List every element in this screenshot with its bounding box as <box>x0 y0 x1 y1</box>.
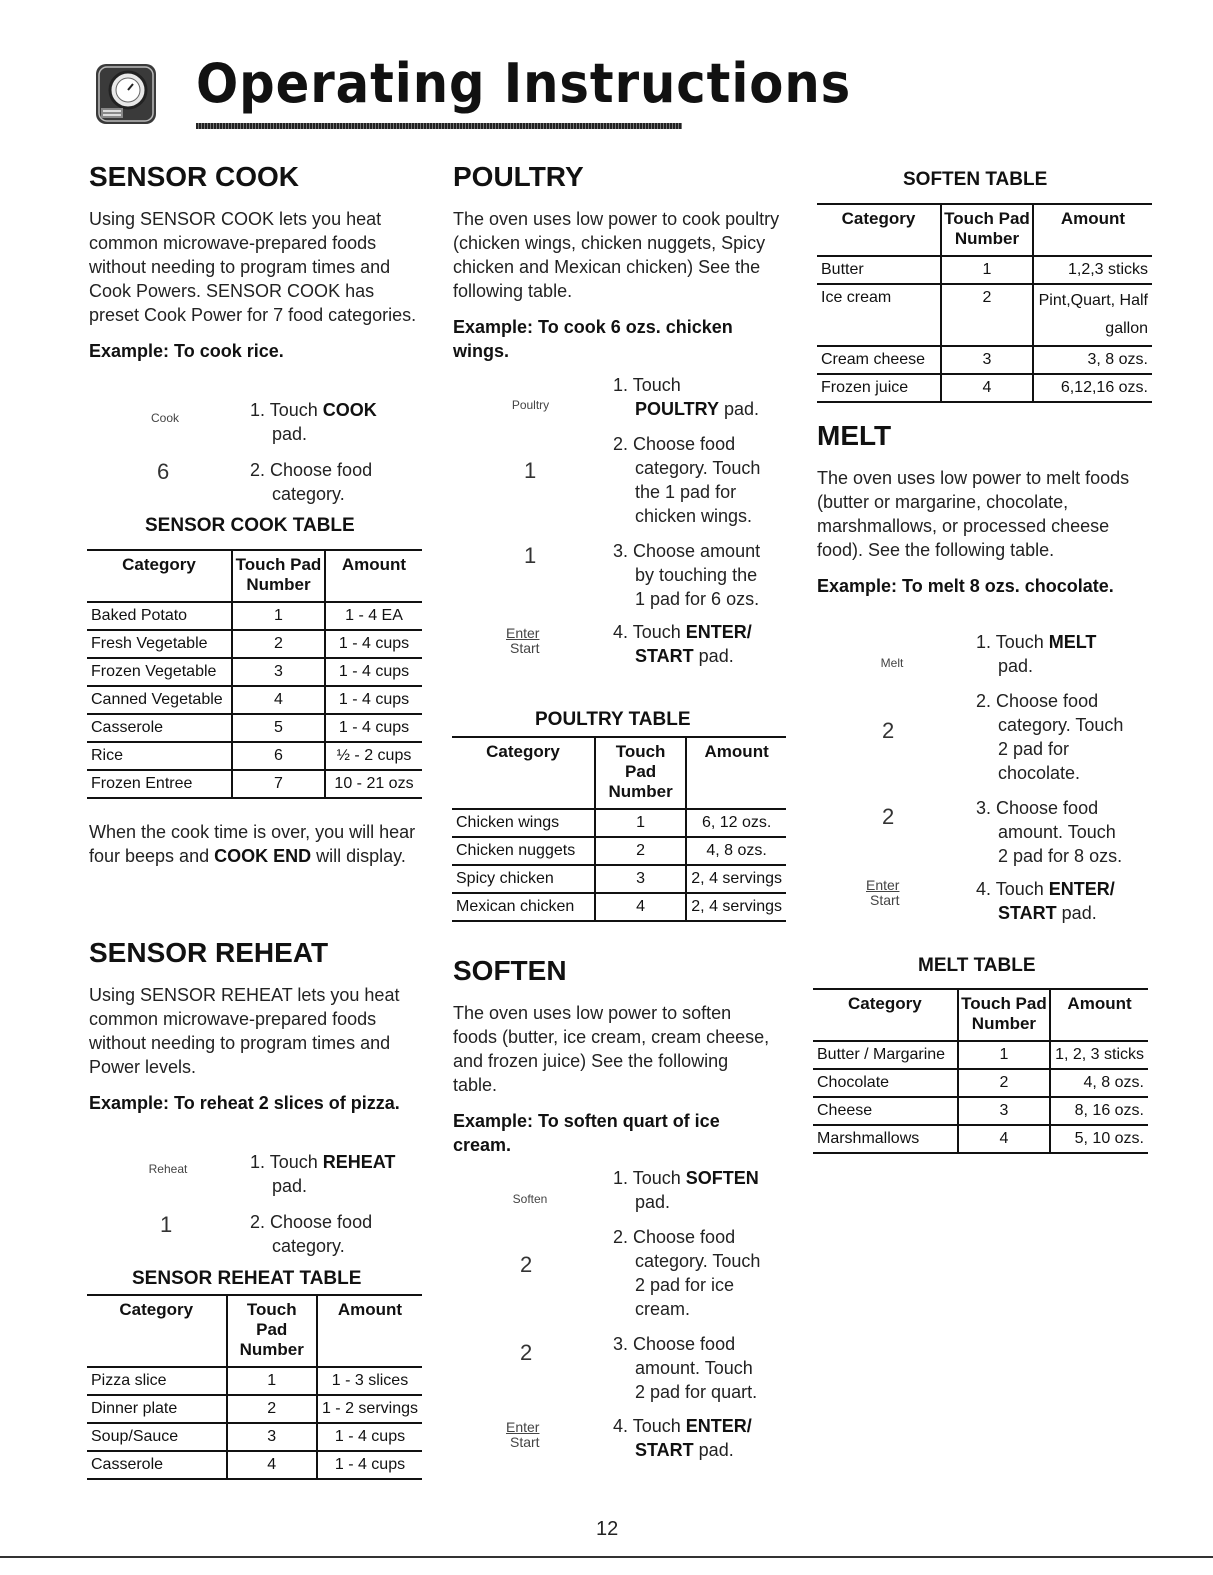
number-pad-2: 2 <box>882 718 895 743</box>
table-cell: 3 <box>941 346 1033 374</box>
table-cell: 4 <box>227 1451 317 1479</box>
soften-example: Example: To soften quart of ice cream. <box>453 1111 720 1155</box>
soften-table-title: SOFTEN TABLE <box>903 169 1048 190</box>
column-header-amount: Amount <box>325 550 422 602</box>
table-cell: 1 <box>227 1367 317 1395</box>
table-cell: Marshmallows <box>813 1125 958 1153</box>
melt-step-3: 3. Choose food amount. Touch 2 pad for 8 ozs. <box>976 798 1123 866</box>
column-header-category: Category <box>813 989 958 1041</box>
sensor-cook-step-1: 1. Touch COOK pad. <box>250 400 377 444</box>
table-cell: 1 <box>232 602 325 630</box>
sensor-reheat-example: Example: To reheat 2 slices of pizza. <box>89 1093 400 1113</box>
poultry-table-title: POULTRY TABLE <box>535 709 691 730</box>
melt-table-title: MELT TABLE <box>918 955 1036 976</box>
table-cell: Dinner plate <box>87 1395 227 1423</box>
table-row <box>87 742 422 770</box>
melt-pad-label: Melt <box>880 656 904 670</box>
table-cell: Fresh Vegetable <box>87 630 232 658</box>
table-cell: 1 - 4 cups <box>317 1423 422 1451</box>
table-row <box>452 893 786 921</box>
poultry-step-2: 2. Choose food category. Touch the 1 pad for chicken wings. <box>613 434 761 526</box>
poultry-example: Example: To cook 6 ozs. chicken wings. <box>453 317 733 361</box>
melt-heading: MELT <box>817 420 892 451</box>
sensor-cook-closing: When the cook time is over, you will hear four beeps and COOK END will display. <box>89 822 416 866</box>
table-cell: 1 <box>595 809 686 837</box>
reheat-pad-label: Reheat <box>148 1162 188 1176</box>
table-cell: 1 <box>941 256 1033 284</box>
table-row <box>87 1451 422 1479</box>
poultry-step-1: 1. Touch POULTRY pad. <box>613 375 760 419</box>
oven-clock-icon <box>95 60 157 126</box>
poultry-heading: POULTRY <box>453 161 584 192</box>
table-row <box>87 714 422 742</box>
soften-heading: SOFTEN <box>453 955 567 986</box>
table-cell: Chicken wings <box>452 809 595 837</box>
table-cell: ½ - 2 cups <box>325 742 422 770</box>
table-cell: 4 <box>958 1125 1050 1153</box>
column-header-amount: Amount <box>686 737 786 809</box>
table-cell: Pint,Quart, Half gallon <box>1033 284 1152 346</box>
table-cell: Ice cream <box>817 284 941 346</box>
table-cell: 4 <box>941 374 1033 402</box>
table-row <box>813 1069 1148 1097</box>
table-cell: Butter / Margarine <box>813 1041 958 1069</box>
table-row <box>817 374 1152 402</box>
table-cell: Spicy chicken <box>452 865 595 893</box>
melt-intro: The oven uses low power to melt foods (butter or margarine, chocolate, marshmallows, or processed cheese food). See the following table. <box>817 468 1130 560</box>
poultry-table <box>452 736 786 922</box>
soften-step-2: 2. Choose food category. Touch 2 pad for ice cream. <box>613 1227 761 1319</box>
table-row <box>87 1395 422 1423</box>
table-cell: 6,12,16 ozs. <box>1033 374 1152 402</box>
sensor-cook-table-title: SENSOR COOK TABLE <box>145 515 355 536</box>
sensor-reheat-table <box>87 1294 422 1480</box>
table-cell: Casserole <box>87 714 232 742</box>
column-header-touch-pad: Touch Pad Number <box>227 1295 317 1367</box>
column-header-touch-pad: Touch Pad Number <box>941 204 1033 256</box>
sensor-cook-table <box>87 549 422 799</box>
table-cell: 1 - 4 EA <box>325 602 422 630</box>
number-pad-1: 1 <box>524 458 537 483</box>
table-cell: Cream cheese <box>817 346 941 374</box>
table-cell: 1 - 4 cups <box>317 1451 422 1479</box>
table-cell: Rice <box>87 742 232 770</box>
table-row <box>452 865 786 893</box>
table-cell: 4 <box>232 686 325 714</box>
table-row <box>452 837 786 865</box>
table-cell: Baked Potato <box>87 602 232 630</box>
column-header-amount: Amount <box>1050 989 1148 1041</box>
table-row <box>817 346 1152 374</box>
table-cell: 1 - 4 cups <box>325 630 422 658</box>
table-cell: 2, 4 servings <box>686 893 786 921</box>
melt-step-1: 1. Touch MELT pad. <box>976 632 1097 676</box>
table-cell: 8, 16 ozs. <box>1050 1097 1148 1125</box>
soften-step-4: 4. Touch ENTER/ START pad. <box>613 1416 752 1460</box>
sensor-reheat-step-2: 2. Choose food category. <box>250 1212 373 1256</box>
sensor-reheat-table-title: SENSOR REHEAT TABLE <box>132 1268 362 1289</box>
table-cell: 1 - 4 cups <box>325 714 422 742</box>
soften-step-3: 3. Choose food amount. Touch 2 pad for quart. <box>613 1334 758 1402</box>
number-pad-2: 2 <box>520 1340 533 1365</box>
enter-start-pad-label: Enter Start <box>866 877 900 908</box>
sensor-reheat-heading: SENSOR REHEAT <box>89 937 329 968</box>
sensor-cook-example: Example: To cook rice. <box>89 341 284 361</box>
enter-start-pad-label: Enter Start <box>506 625 540 656</box>
table-cell: 5, 10 ozs. <box>1050 1125 1148 1153</box>
soften-step-1: 1. Touch SOFTEN pad. <box>613 1168 759 1212</box>
column-header-touch-pad: Touch Pad Number <box>232 550 325 602</box>
table-cell: 2 <box>227 1395 317 1423</box>
poultry-intro: The oven uses low power to cook poultry (chicken wings, chicken nuggets, Spicy chicken and Mexican chicken) See the following table. <box>453 209 780 301</box>
table-cell: Frozen Entree <box>87 770 232 798</box>
table-cell: 4 <box>595 893 686 921</box>
table-cell: 2 <box>232 630 325 658</box>
melt-section <box>817 420 1152 598</box>
column-header-category: Category <box>87 1295 227 1367</box>
table-cell: 1, 2, 3 sticks <box>1050 1041 1148 1069</box>
table-row <box>817 284 1152 346</box>
table-cell: Chocolate <box>813 1069 958 1097</box>
table-cell: 1 <box>958 1041 1050 1069</box>
number-pad-1: 1 <box>160 1212 173 1237</box>
sensor-cook-step-2: 2. Choose food category. <box>250 460 373 504</box>
table-cell: 2 <box>595 837 686 865</box>
table-cell: Frozen Vegetable <box>87 658 232 686</box>
sensor-cook-section <box>89 161 424 363</box>
sensor-reheat-intro: Using SENSOR REHEAT lets you heat common microwave-prepared foods without needing to program times and Power levels. <box>89 985 400 1077</box>
table-cell: 5 <box>232 714 325 742</box>
soften-intro: The oven uses low power to soften foods (butter, ice cream, cream cheese, and frozen juice) See the following table. <box>453 1003 770 1095</box>
table-row <box>452 809 786 837</box>
table-cell: Soup/Sauce <box>87 1423 227 1451</box>
number-pad-1: 1 <box>524 543 537 568</box>
table-cell: 7 <box>232 770 325 798</box>
column-header-touch-pad: Touch Pad Number <box>958 989 1050 1041</box>
page-title: Operating Instructions <box>196 52 852 115</box>
table-cell: Casserole <box>87 1451 227 1479</box>
table-cell: 1 - 4 cups <box>325 686 422 714</box>
table-cell: 3 <box>595 865 686 893</box>
table-cell: 3 <box>958 1097 1050 1125</box>
table-cell: Canned Vegetable <box>87 686 232 714</box>
table-row <box>817 256 1152 284</box>
sensor-cook-intro: Using SENSOR COOK lets you heat common microwave-prepared foods without needing to program times and Cook Powers. SENSOR COOK has preset Cook Power for 7 food categories. <box>89 209 417 325</box>
table-row <box>87 1367 422 1395</box>
soften-table <box>817 203 1152 403</box>
table-cell: 1 - 4 cups <box>325 658 422 686</box>
poultry-step-3: 3. Choose amount by touching the 1 pad for 6 ozs. <box>613 541 761 609</box>
column-header-amount: Amount <box>317 1295 422 1367</box>
page-bottom-rule <box>0 1556 1213 1558</box>
table-row <box>87 658 422 686</box>
sensor-reheat-step-1: 1. Touch REHEAT pad. <box>250 1152 396 1196</box>
sensor-cook-heading: SENSOR COOK <box>89 161 300 192</box>
column-header-category: Category <box>817 204 941 256</box>
table-row <box>87 602 422 630</box>
table-cell: 3, 8 ozs. <box>1033 346 1152 374</box>
column-header-category: Category <box>87 550 232 602</box>
table-cell: 2, 4 servings <box>686 865 786 893</box>
melt-step-2: 2. Choose food category. Touch 2 pad for chocolate. <box>976 691 1124 783</box>
table-cell: 4, 8 ozs. <box>1050 1069 1148 1097</box>
column-header-touch-pad: Touch Pad Number <box>595 737 686 809</box>
soften-section <box>453 955 773 1157</box>
table-row <box>87 770 422 798</box>
melt-table <box>813 988 1148 1154</box>
table-cell: Mexican chicken <box>452 893 595 921</box>
table-cell: 2 <box>941 284 1033 346</box>
melt-step-4: 4. Touch ENTER/ START pad. <box>976 879 1115 923</box>
table-cell: 2 <box>958 1069 1050 1097</box>
soften-pad-label: Soften <box>512 1192 548 1206</box>
melt-example: Example: To melt 8 ozs. chocolate. <box>817 576 1114 596</box>
title-underline <box>196 123 682 129</box>
table-cell: 1 - 3 slices <box>317 1367 422 1395</box>
cook-pad-label: Cook <box>150 411 179 425</box>
table-row <box>813 1041 1148 1069</box>
table-cell: 10 - 21 ozs <box>325 770 422 798</box>
table-cell: 3 <box>227 1423 317 1451</box>
table-cell: Chicken nuggets <box>452 837 595 865</box>
sensor-reheat-section <box>89 937 419 1115</box>
poultry-pad-label: Poultry <box>511 398 550 412</box>
table-cell: 3 <box>232 658 325 686</box>
page-number: 12 <box>596 1518 619 1540</box>
table-cell: Cheese <box>813 1097 958 1125</box>
table-cell: 1,2,3 sticks <box>1033 256 1152 284</box>
table-row <box>813 1125 1148 1153</box>
table-cell: 4, 8 ozs. <box>686 837 786 865</box>
table-cell: Frozen juice <box>817 374 941 402</box>
table-row <box>87 1423 422 1451</box>
number-pad-2: 2 <box>520 1252 533 1277</box>
table-row <box>813 1097 1148 1125</box>
table-cell: Butter <box>817 256 941 284</box>
column-header-category: Category <box>452 737 595 809</box>
table-row <box>87 686 422 714</box>
poultry-section <box>453 161 788 363</box>
poultry-step-4: 4. Touch ENTER/ START pad. <box>613 622 752 666</box>
column-header-amount: Amount <box>1033 204 1152 256</box>
enter-start-pad-label: Enter Start <box>506 1419 540 1450</box>
table-row <box>87 630 422 658</box>
number-pad-6: 6 <box>157 459 170 484</box>
number-pad-2: 2 <box>882 804 895 829</box>
table-cell: 6, 12 ozs. <box>686 809 786 837</box>
table-cell: 6 <box>232 742 325 770</box>
table-cell: 1 - 2 servings <box>317 1395 422 1423</box>
table-cell: Pizza slice <box>87 1367 227 1395</box>
